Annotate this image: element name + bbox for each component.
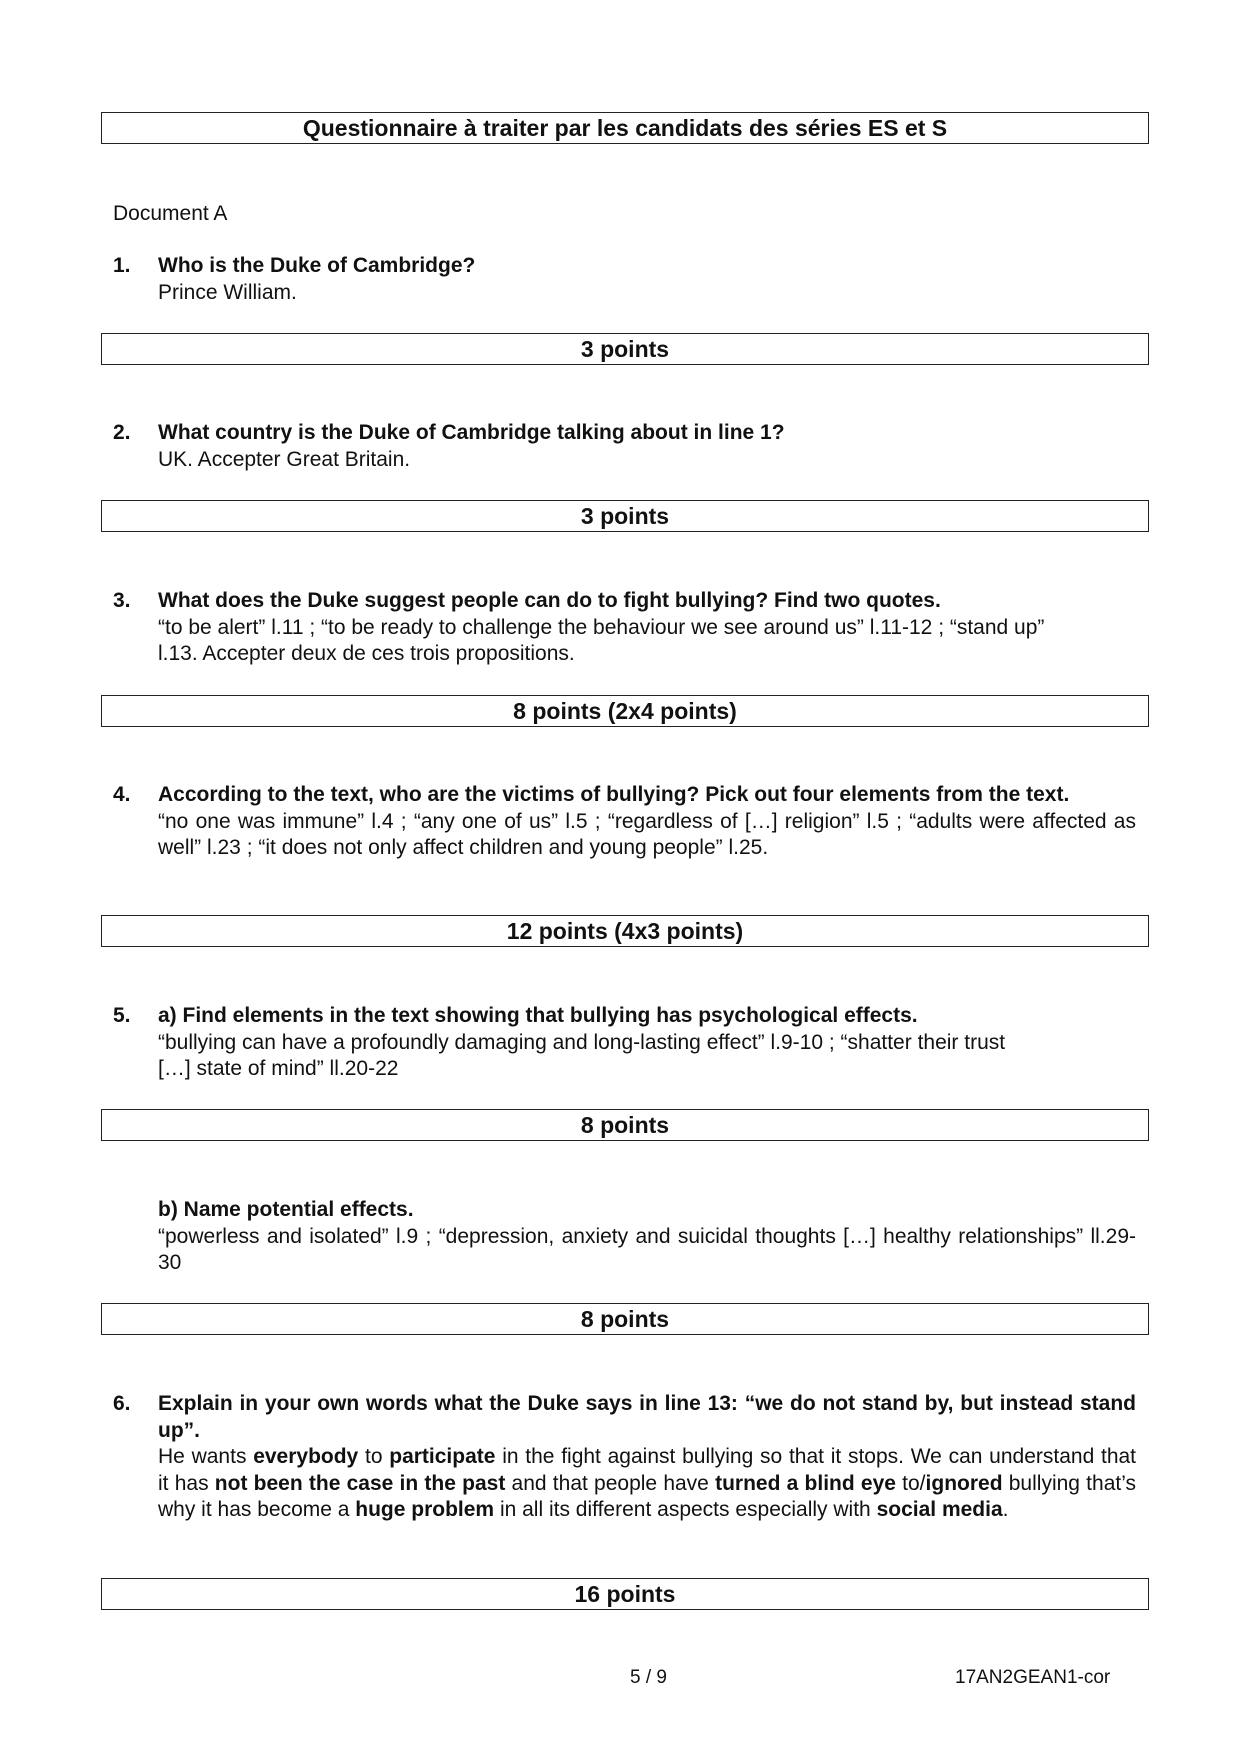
question-number: 2. — [113, 421, 131, 444]
points-label: 3 points — [580, 503, 670, 529]
answer-emphasis: social media — [876, 1498, 1003, 1521]
answer-emphasis: participate — [389, 1445, 496, 1468]
points-label: 8 points — [580, 1112, 670, 1138]
question-answer: Prince William. — [158, 280, 297, 304]
question-4 — [113, 782, 1136, 862]
question-title: According to the text, who are the victims of bullying? Pick out four elements from the text. — [158, 783, 1070, 806]
question-title: What country is the Duke of Cambridge talking about in line 1? — [158, 421, 785, 444]
question-title: What does the Duke suggest people can do to fight bullying? Find two quotes. — [158, 589, 941, 612]
question-number: 4. — [113, 783, 131, 806]
question-5a — [113, 1003, 1136, 1083]
answer-emphasis: not been the case in the past — [214, 1471, 506, 1495]
question-title: b) Name potential effects. — [158, 1198, 414, 1221]
answer-text: to — [358, 1445, 390, 1468]
answer-emphasis: turned a blind eye — [715, 1471, 896, 1495]
answer-text: in all its different aspects especially with — [494, 1498, 877, 1521]
header-title: Questionnaire à traiter par les candidats des séries ES et S — [302, 115, 948, 141]
question-answer — [158, 1444, 1136, 1524]
page-number: 5 / 9 — [630, 1667, 667, 1688]
points-label: 8 points (2x4 points) — [513, 698, 737, 724]
points-box — [101, 915, 1149, 947]
document-code: 17AN2GEAN1-cor — [955, 1667, 1111, 1688]
question-6 — [113, 1391, 1136, 1524]
question-answer: UK. Accepter Great Britain. — [158, 447, 411, 471]
answer-emphasis: huge problem — [355, 1498, 495, 1521]
points-label: 16 points — [574, 1581, 676, 1607]
points-label: 8 points — [580, 1306, 670, 1332]
question-1 — [113, 253, 1136, 306]
points-box — [101, 1578, 1149, 1610]
question-answer-line: […] state of mind” ll.20-22 — [158, 1057, 399, 1080]
question-2 — [113, 420, 1136, 473]
points-box — [101, 1109, 1149, 1141]
question-3 — [113, 588, 1136, 668]
question-answer: “powerless and isolated” l.9 ; “depression, anxiety and suicidal thoughts […] healthy relationships” ll.29-30 — [158, 1224, 1136, 1274]
answer-text: bullying that’s why it has become a — [158, 1471, 1136, 1521]
question-number: 3. — [113, 589, 131, 612]
points-box — [101, 1303, 1149, 1335]
question-title: Explain in your own words what the Duke says in line 13: “we do not stand by, but instead stand up”. — [158, 1392, 1136, 1442]
document-label: Document A — [113, 202, 228, 225]
points-box — [101, 500, 1149, 532]
question-5b — [113, 1197, 1136, 1277]
question-title: a) Find elements in the text showing that bullying has psychological effects. — [158, 1004, 918, 1027]
question-number: 6. — [113, 1392, 131, 1415]
header-title-box — [101, 112, 1149, 144]
answer-text: . — [1002, 1498, 1009, 1521]
answer-text: He wants — [158, 1445, 254, 1468]
question-answer-line: “to be alert” l.11 ; “to be ready to challenge the behaviour we see around us” l.11-12 ; “stand up” — [158, 615, 1045, 639]
question-answer: “no one was immune” l.4 ; “any one of us” l.5 ; “regardless of […] religion” l.5 ; “adults were affected as well” l.23 ; “it does not only affect children and young people” l.25. — [158, 809, 1136, 859]
points-label: 3 points — [580, 336, 670, 362]
question-number: 1. — [113, 254, 131, 277]
answer-text: and that people have — [505, 1471, 716, 1495]
question-number: 5. — [113, 1004, 131, 1027]
answer-text: to/ — [895, 1471, 926, 1495]
points-box — [101, 695, 1149, 727]
points-box — [101, 333, 1149, 365]
answer-text: in the fight against bullying so that it stops. We can understand that it has — [158, 1445, 1137, 1495]
question-answer-line: “bullying can have a profoundly damaging and long-lasting effect” l.9-10 ; “shatter their trust — [158, 1030, 1006, 1054]
question-title: Who is the Duke of Cambridge? — [158, 254, 476, 277]
points-label: 12 points (4x3 points) — [506, 918, 744, 944]
answer-emphasis: everybody — [253, 1445, 359, 1468]
answer-emphasis: ignored — [925, 1471, 1003, 1495]
question-answer-line: l.13. Accepter deux de ces trois propositions. — [158, 642, 575, 665]
